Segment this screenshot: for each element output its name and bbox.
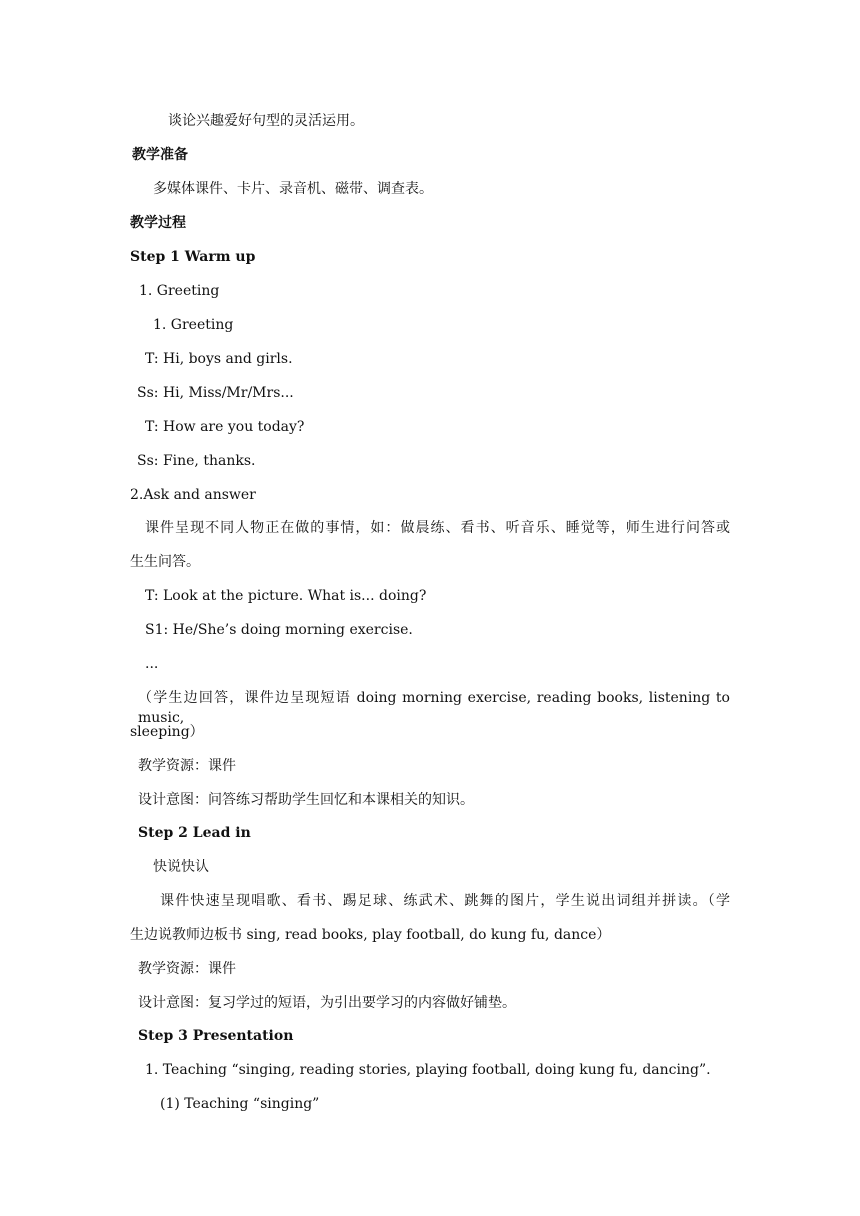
dialogue-line: T: How are you today? — [145, 419, 305, 435]
dialogue-line: T: Hi, boys and girls. — [145, 351, 293, 367]
quick-say-heading: 快说快认 — [153, 859, 209, 875]
section-heading-process: 教学过程 — [130, 215, 186, 231]
ask-and-answer-heading: 2.Ask and answer — [130, 487, 256, 503]
dialogue-line: T: Look at the picture. What is... doing? — [145, 588, 427, 604]
phrase-presentation-note-continued: sleeping） — [130, 724, 204, 740]
phrase-presentation-note: （学生边回答，课件边呈现短语 doing morning exercise, reading books, listening to music, — [138, 690, 730, 726]
section-heading-preparation: 教学准备 — [132, 147, 188, 163]
step-3-heading: Step 3 Presentation — [138, 1028, 294, 1044]
design-intent-line: 设计意图：问答练习帮助学生回忆和本课相关的知识。 — [138, 792, 474, 808]
ellipsis-line: ... — [145, 656, 159, 672]
design-intent-line: 设计意图：复习学过的短语，为引出要学习的内容做好铺垫。 — [138, 995, 516, 1011]
quick-say-text: 课件快速呈现唱歌、看书、踢足球、练武术、跳舞的图片，学生说出词组并拼读。（学 — [160, 893, 730, 909]
step-1-subitem-greeting: 1. Greeting — [153, 317, 234, 333]
teaching-resource-line: 教学资源：课件 — [138, 758, 236, 774]
dialogue-line: S1: He/She’s doing morning exercise. — [145, 622, 413, 638]
step-1-item-greeting: 1. Greeting — [139, 283, 220, 299]
step-3-item-teaching-phrases: 1. Teaching “singing, reading stories, playing football, doing kung fu, dancing”. — [145, 1062, 711, 1078]
objective-text: 谈论兴趣爱好句型的灵活运用。 — [168, 113, 364, 129]
dialogue-line: Ss: Hi, Miss/Mr/Mrs... — [137, 385, 294, 401]
step-2-heading: Step 2 Lead in — [138, 825, 251, 841]
ask-and-answer-text: 课件呈现不同人物正在做的事情，如：做晨练、看书、听音乐、睡觉等，师生进行问答或 — [145, 520, 730, 536]
quick-say-text-continued: 生边说教师边板书 sing, read books, play football, do kung fu, dance） — [130, 927, 611, 943]
dialogue-line: Ss: Fine, thanks. — [137, 453, 256, 469]
step-3-subitem-singing: (1) Teaching “singing” — [160, 1096, 320, 1112]
step-1-heading: Step 1 Warm up — [130, 249, 256, 265]
teaching-resource-line: 教学资源：课件 — [138, 961, 236, 977]
ask-and-answer-text-continued: 生生问答。 — [130, 554, 200, 570]
preparation-text: 多媒体课件、卡片、录音机、磁带、调查表。 — [153, 181, 433, 197]
